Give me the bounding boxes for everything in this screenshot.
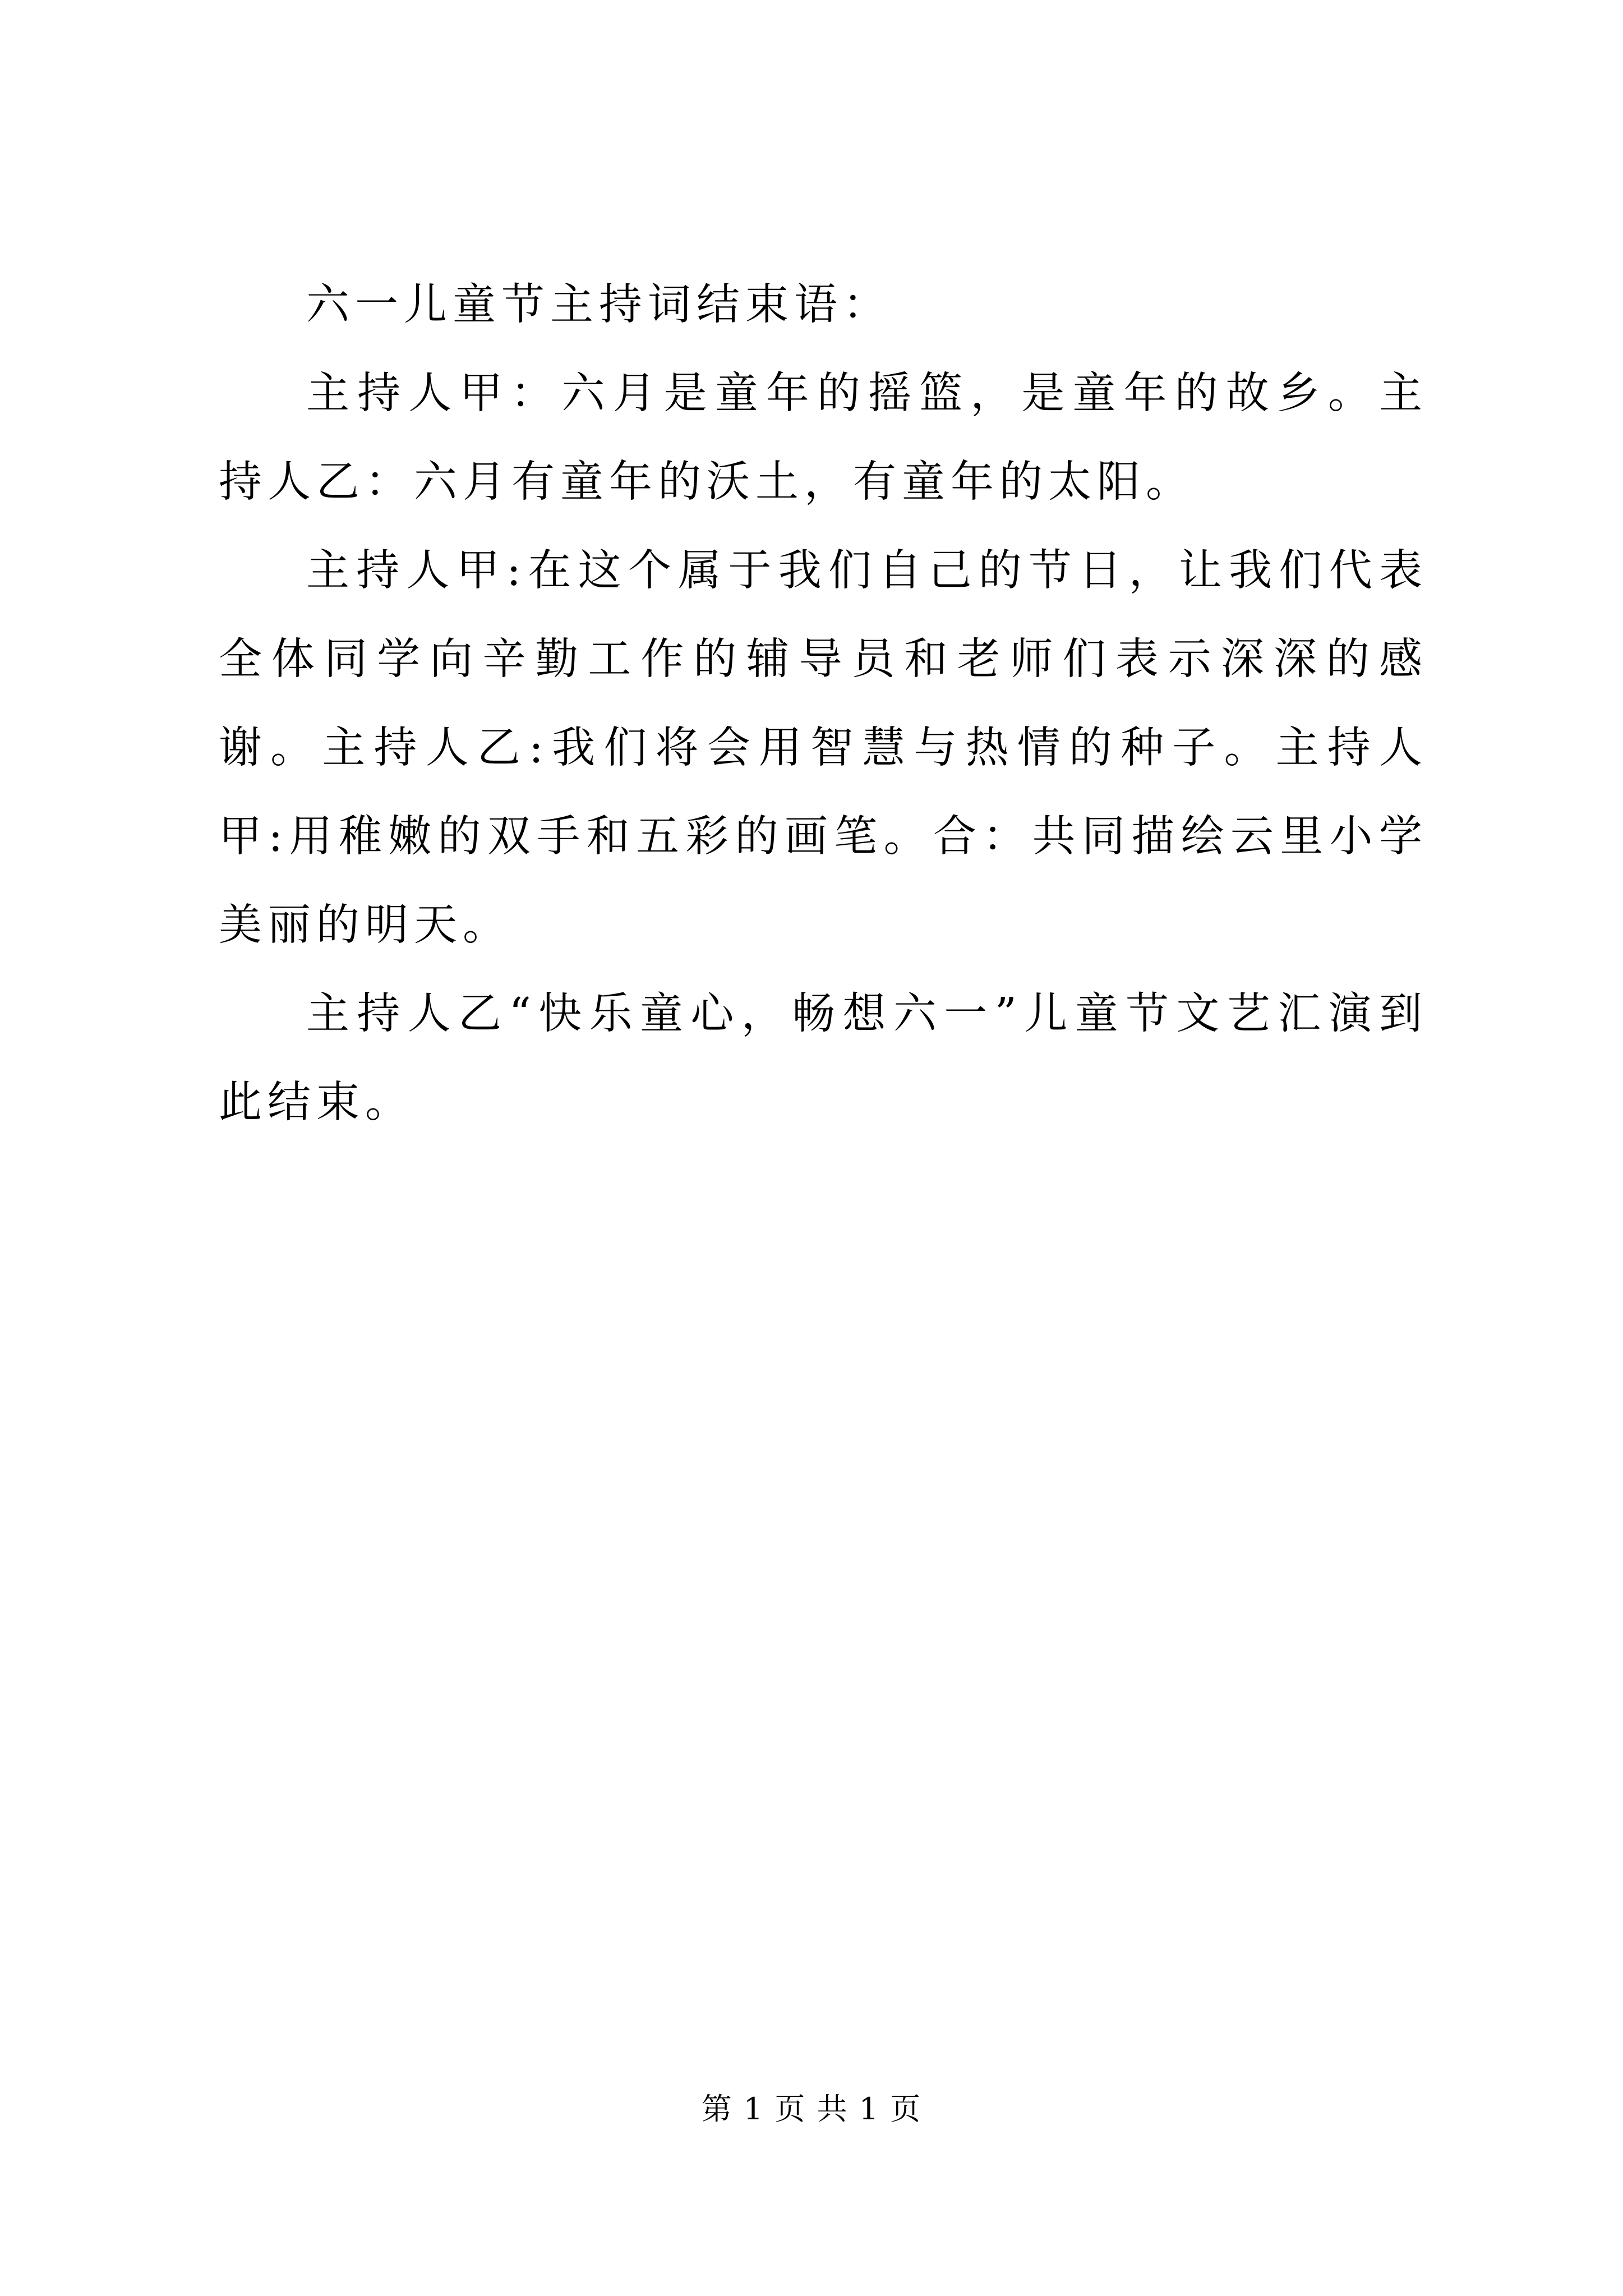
page-number-footer: 第 1 页 共 1 页: [701, 2091, 922, 2127]
paragraph-opening-dialogue: 主持人甲：六月是童年的摇篮，是童年的故乡。主持人乙：六月有童年的沃土，有童年的太阳。: [219, 369, 1428, 507]
document-body: [219, 261, 1428, 1147]
paragraph-closing-line: 主持人乙“快乐童心，畅想六一”儿童节文艺汇演到此结束。: [219, 989, 1428, 1128]
paragraph-thanks-dialogue: 主持人甲:在这个属于我们自己的节日，让我们代表全体同学向辛勤工作的辅导员和老师们表示深深的感谢。主持人乙:我们将会用智慧与热情的种子。主持人甲:用稚嫩的双手和五彩的画笔。合：共同描绘云里小学美丽的明天。: [219, 546, 1428, 950]
document-heading-paragraph: 六一儿童节主持词结束语：: [306, 280, 892, 330]
